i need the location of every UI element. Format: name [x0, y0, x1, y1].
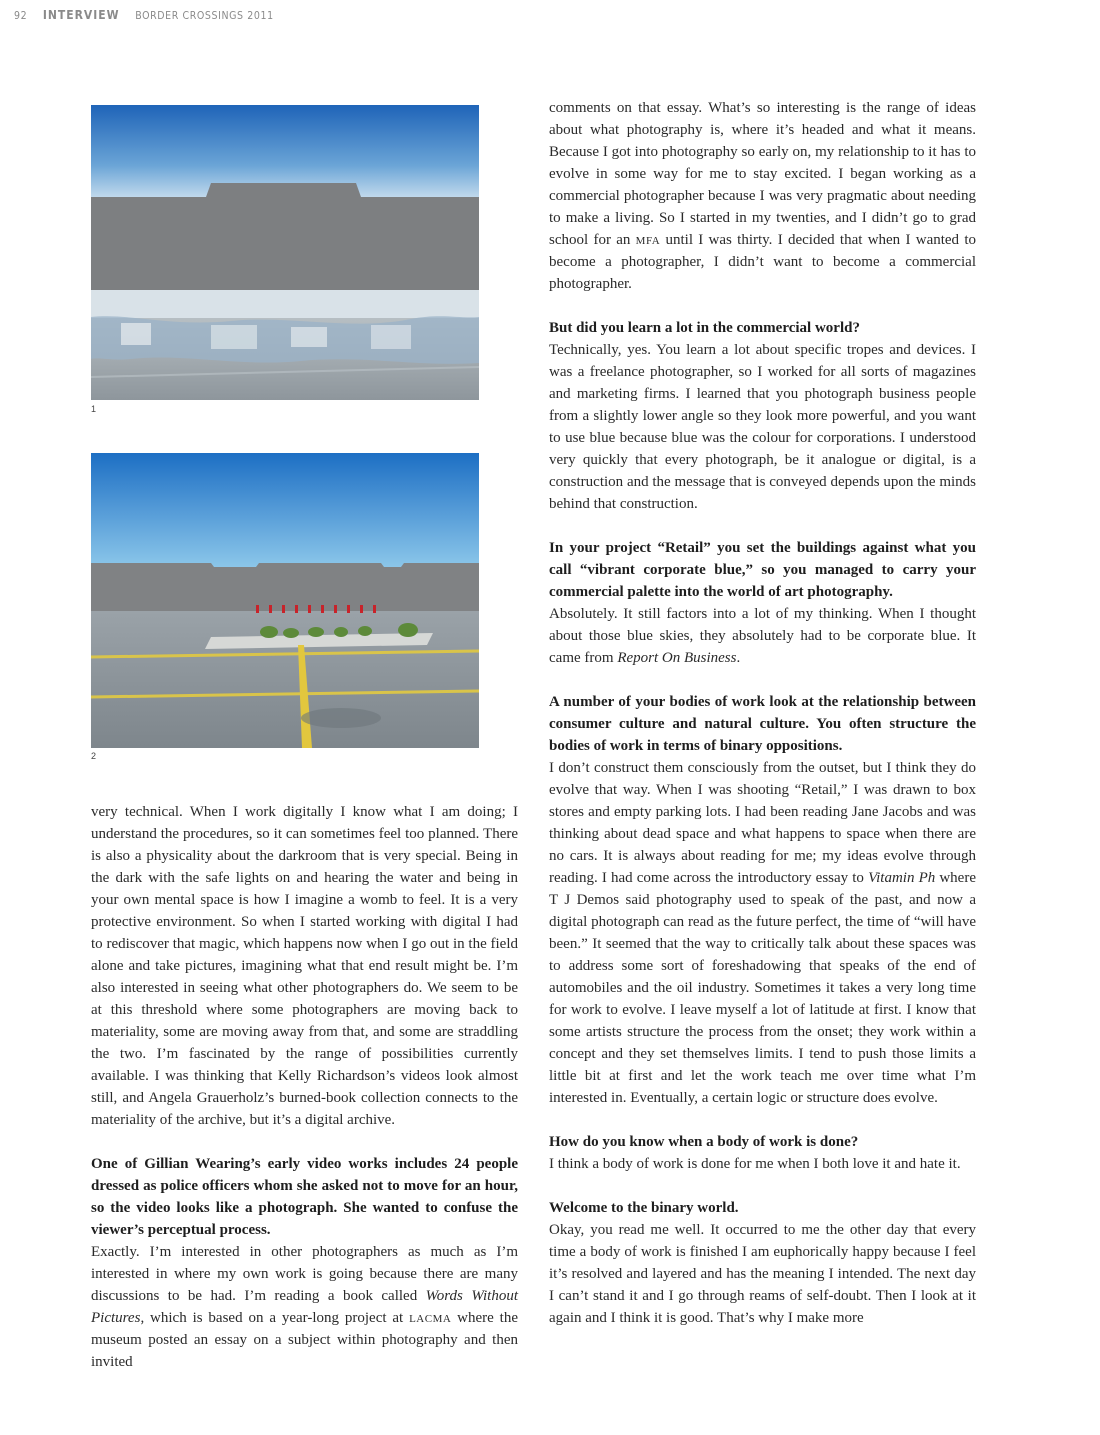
interview-question: A number of your bodies of work look at the relationship between consumer culture and natural culture. You often structure the bodies of work in terms of binary oppositions. [549, 694, 976, 754]
retail-photo-2 [91, 453, 479, 748]
right-column [549, 97, 976, 1329]
figure-1-photo [91, 105, 479, 400]
page-number: 92 [14, 10, 28, 22]
answer-paragraph: Absolutely. It still factors into a lot of my thinking. When I thought about those blue skies, they absolutely had to be corporate blue. It came from Report On Business. [549, 606, 976, 666]
figure-1-caption: 1 [91, 404, 97, 414]
degree-abbreviation: mfa [635, 232, 661, 248]
book-title: Words Without Pictures [91, 1288, 519, 1326]
answer-paragraph: very technical. When I work digitally I know what I am doing; I understand the procedures, so it can sometimes feel too planned. There is also a physicality about the darkroom that is very special. Being in the dark with the safe lights on and hearing the water and being in your own mental space is how I imagine a womb to feel. It is a very protective environment. So when I started working with digital I had to rediscover that magic, which happens now when I go out in the field alone and take pictures, imagining what that end result might be. I’m also interested in seeing what other photographers do. We seem to be at this threshold where some photographers are moving back to materiality, some are moving away from that, and some are straddling the two. I’m fascinated by the range of possibilities currently available. I was thinking that Kelly Richardson’s videos look almost still, and Angela Grauerholz’s burned-book collection connects to the materiality of the archive, but it’s a digital archive. [91, 804, 518, 1128]
answer-paragraph: Technically, yes. You learn a lot about specific tropes and devices. I was a freelance photographer, so I worked for all sorts of magazines and marketing firms. I learned that you photograph business people from a slightly lower angle so they look more powerful, and you want to use blue because blue was the colour for corporations. I understood very quickly that every photograph, be it analogue or digital, is a construction and the message that is conveyed depends upon the minds behind that construction. [549, 342, 976, 512]
left-column [91, 801, 518, 1373]
publication-title: Report On Business [617, 650, 737, 666]
figure-2-caption: 2 [91, 751, 97, 761]
running-header [14, 8, 286, 24]
interview-question: But did you learn a lot in the commercial world? [549, 320, 860, 336]
interview-question: One of Gillian Wearing’s early video works includes 24 people dressed as police officers whom she asked not to move for an hour, so the video looks like a photograph. She wanted to confuse the viewer’s perceptual process. [91, 1156, 518, 1238]
publication-label: BORDER CROSSINGS 2011 [135, 10, 274, 22]
answer-paragraph: Exactly. I’m interested in other photographers as much as I’m interested in where my own work is going because there are many discussions to be had. I’m reading a book called Words Without Pictures, which is based on a year-long project at lacma where the museum posted an essay on a subject within photography and then invited [91, 1244, 519, 1370]
retail-photo-1 [91, 105, 479, 400]
figure-2-photo [91, 453, 479, 748]
book-title: Vitamin Ph [868, 870, 936, 886]
interview-question: Welcome to the binary world. [549, 1200, 739, 1216]
answer-paragraph: Okay, you read me well. It occurred to me the other day that every time a body of work is finished I am euphorically happy because I feel it’s resolved and layered and has the meaning I intended. The next day I can’t stand it and I go through reams of self-doubt. Then I look at it again and I think it is good. That’s why I make more [549, 1222, 976, 1326]
answer-paragraph: comments on that essay. What’s so interesting is the range of ideas about what photography is, where it’s headed and what it means. Because I got into photography so early on, my relationship to it has to evolve in some way for me to stay excited. I began working as a commercial photographer because I was very pragmatic about needing to make a living. So I started in my twenties, and I didn’t go to grad school for an mfa until I was thirty. I decided that when I wanted to become a photographer, I didn’t want to become a commercial photographer. [549, 100, 977, 292]
interview-question: How do you know when a body of work is done? [549, 1134, 859, 1150]
answer-paragraph: I think a body of work is done for me when I both love it and hate it. [549, 1156, 961, 1172]
section-label: INTERVIEW [42, 8, 120, 22]
interview-question: In your project “Retail” you set the buildings against what you call “vibrant corporate blue,” so you managed to carry your commercial palette into the world of art photography. [549, 540, 976, 600]
museum-abbreviation: lacma [409, 1310, 452, 1326]
answer-paragraph: I don’t construct them consciously from the outset, but I think they do evolve that way. When I was shooting “Retail,” I was drawn to box stores and empty parking lots. I had been reading Jane Jacobs and was thinking about dead space and what happens to space when there are no cars. It is always about reading for me; my ideas evolve through reading. I had come across the introductory essay to Vitamin Ph where T J Demos said photography used to speak of the past, and now a digital photograph can read as the future perfect, the time of “will have been.” It seemed that the way to critically talk about these spaces was to address some sort of foreshadowing that speaks of the end of automobiles and the oil industry. Sometimes it takes a very long time for work to evolve. I leave myself a lot of latitude at first. I know that some artists structure the process from the onset; they work within a concept and they set themselves limits. I tend to push those limits a little bit at first and let the work teach me over time what I’m interested in. Eventually, a certain logic or structure does evolve. [549, 760, 976, 1106]
